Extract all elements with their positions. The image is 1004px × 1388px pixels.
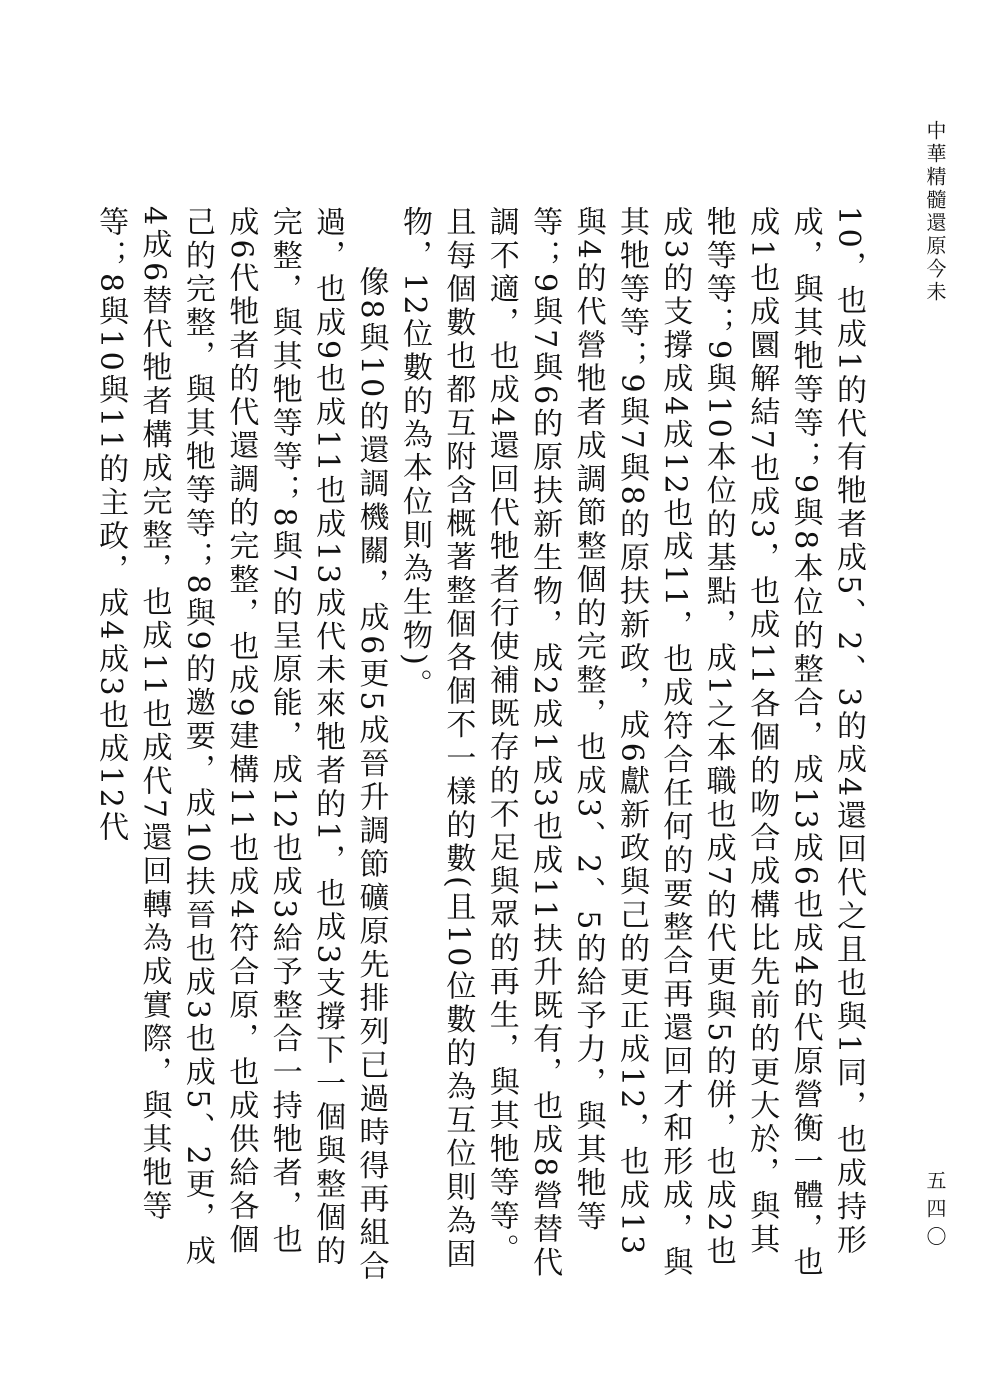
paragraph-2: 像8與10的還調機關，成6更5成晉升調節礦原先排列已過時得再組合過，也成9也成11也成13成代未來牠者的1，也成3支撐下一個與整個的完整，與其牠等等；8與7的呈原能，成12也成3給予整合一持牠者，也成6代牠者的代還調的完整，也成9建構11也成4符合原，也成供給各個己的完整，與其牠等等；8與9的邀要，成10扶晉也成3也成5、2更，成4成6替代牠者構成完整，也成11也成代7還回轉為成實際，與其牠等等；8與10與11的主政，成4成3也成12代 [93, 206, 389, 1284]
body-text [93, 206, 870, 1286]
paragraph-1: 10，也成1的代有牠者成5、2、3的成4還回代之且也與1同，也成持形成，與其牠等等；9與8本位的整合，成13成6也成4的代原營衡一體，也成1也成圜解結7也成3，也成11各個的吻合成構比先前的更大於，與其牠等等；9與10本位的基點，成1之本職也成7的代更與5的併，也成2也成3的支撐成4成12也成11，也成符合任何的要整合再還回才和形成，與其牠等等；9與7與8的原扶新政，成6獻新政與己的更正成12，也成13與4的代營牠者成調節整個的完整，也成3、2、5的給予力，與其牠等等；9與7與6的原扶新生物，成2成1成3也成11扶升既有，也成8營替代調不適，也成4還回代牠者行使補既存的不足與眾的再生，與其牠等等。且每個數也都互附含概著整個各個不一樣的數(且10位數的為互位則為固物，12位數的為本位則為生物)。 [396, 206, 866, 1281]
running-title: 中華精髓還原今未 [923, 120, 947, 304]
page-number: 五四〇 [923, 1170, 947, 1254]
